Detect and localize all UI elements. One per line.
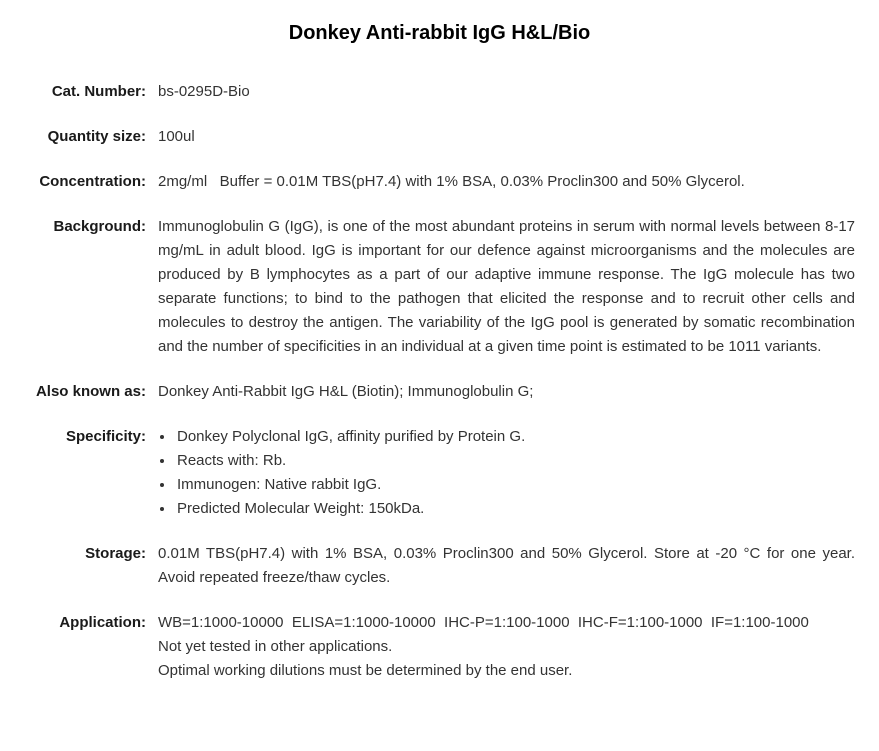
field-label: Application:	[59, 614, 146, 631]
field-label: Concentration:	[39, 173, 146, 190]
fields-section	[0, 80, 879, 683]
page-title: Donkey Anti-rabbit IgG H&L/Bio	[288, 22, 591, 44]
bullet-list	[158, 425, 855, 521]
field-label: Also known as:	[35, 383, 146, 400]
field-row	[0, 170, 879, 194]
field-value: 0.01M TBS(pH7.4) with 1% BSA, 0.03% Proclin300 and 50% Glycerol. Store at -20 °C for one year. Avoid repeated freeze/thaw cycles.	[158, 545, 855, 586]
field-label: Specificity:	[65, 428, 146, 445]
field-value: bs-0295D-Bio	[158, 83, 250, 100]
field-label: Quantity size:	[47, 128, 146, 145]
field-label: Storage:	[85, 545, 146, 562]
field-value: 100ul	[158, 128, 195, 145]
field-row	[0, 125, 879, 149]
datasheet-page	[0, 20, 879, 751]
field-label: Background:	[53, 218, 146, 235]
field-row	[0, 215, 879, 359]
bullet-item: • Reacts with: Rb.	[175, 449, 855, 473]
field-row	[0, 425, 879, 521]
field-value	[158, 611, 855, 683]
value-line: Optimal working dilutions must be determined by the end user.	[158, 662, 573, 679]
datasheet	[0, 20, 879, 683]
bullet-item: • Predicted Molecular Weight: 150kDa.	[175, 497, 855, 521]
bullet-item: • Immunogen: Native rabbit IgG.	[175, 473, 855, 497]
field-label: Cat. Number:	[51, 83, 146, 100]
field-value: Donkey Anti-Rabbit IgG H&L (Biotin); Immunoglobulin G;	[158, 383, 534, 400]
field-value: Immunoglobulin G (IgG), is one of the most abundant proteins in serum with normal levels between 8-17 mg/mL in adult blood. IgG is important for our defence against microorganisms and the molecules are produced by B lymphocytes as a part of our adaptive immune response. The IgG molecule has two separate functions; to bind to the pathogen that elicited the response and to recruit other cells and molecules to destroy the antigen. The variability of the IgG pool is generated by somatic recombination and the number of specificities in an individual at a given time point is estimated to be 1011 variants.	[158, 218, 855, 355]
field-row	[0, 542, 879, 590]
bullet-item: • Donkey Polyclonal IgG, affinity purified by Protein G.	[175, 425, 855, 449]
field-row	[0, 80, 879, 104]
value-line: Not yet tested in other applications.	[158, 638, 393, 655]
value-line: WB=1:1000-10000 ELISA=1:1000-10000 IHC-P=1:100-1000 IHC-F=1:100-1000 IF=1:100-1000	[158, 614, 809, 631]
field-row	[0, 611, 879, 683]
field-row	[0, 380, 879, 404]
field-value: 2mg/ml Buffer = 0.01M TBS(pH7.4) with 1% BSA, 0.03% Proclin300 and 50% Glycerol.	[158, 173, 745, 190]
field-value	[158, 425, 855, 521]
